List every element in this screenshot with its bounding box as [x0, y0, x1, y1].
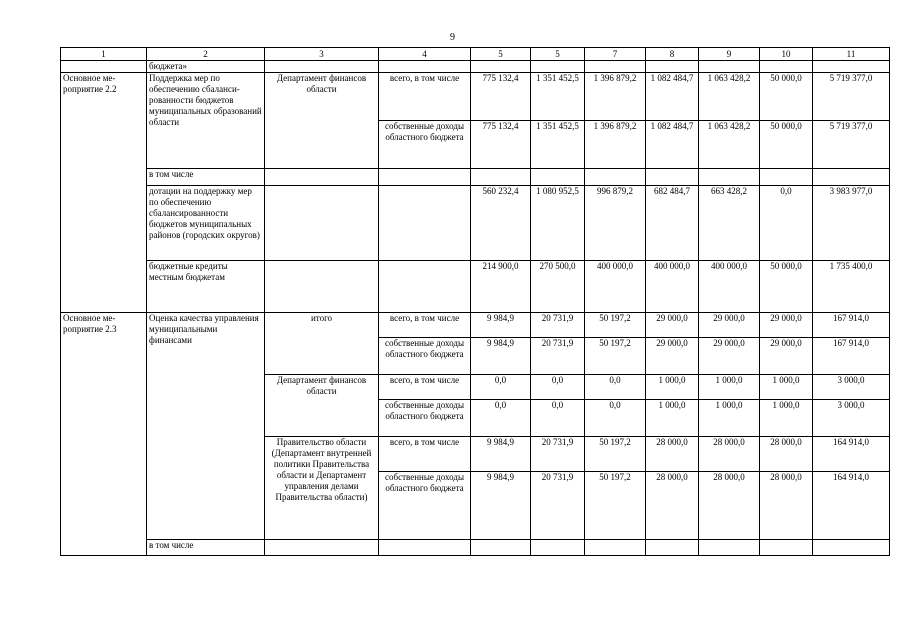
cell-name: в том числе — [147, 169, 265, 186]
value-cell: 50 197,2 — [585, 437, 646, 472]
value-cell: 775 132,4 — [471, 73, 531, 121]
activity-2-3-name: Оценка качества управления муниципальными финансами — [147, 313, 265, 540]
value-cell: 20 731,9 — [531, 338, 585, 375]
value-cell: 1 000,0 — [646, 375, 699, 400]
value-cell: 5 719 377,0 — [813, 121, 890, 169]
value-cell: 1 063 428,2 — [699, 121, 760, 169]
value-cell: 50 197,2 — [585, 313, 646, 338]
header-cell: 5 — [471, 48, 531, 61]
value-cell: 50 000,0 — [760, 261, 813, 313]
header-cell: 8 — [646, 48, 699, 61]
value-cell: 29 000,0 — [699, 313, 760, 338]
value-cell: 28 000,0 — [760, 437, 813, 472]
value-cell: 1 080 952,5 — [531, 186, 585, 261]
header-cell: 11 — [813, 48, 890, 61]
table-row — [61, 261, 890, 313]
header-cell: 9 — [699, 48, 760, 61]
value-cell: 28 000,0 — [699, 472, 760, 540]
header-cell: 4 — [379, 48, 471, 61]
header-cell: 3 — [265, 48, 379, 61]
budget-table — [60, 47, 890, 556]
value-cell: 28 000,0 — [646, 472, 699, 540]
value-cell: 1 000,0 — [699, 375, 760, 400]
value-cell: 1 000,0 — [699, 400, 760, 437]
value-cell: 270 500,0 — [531, 261, 585, 313]
funding-source: собственные доходы областного бюджета — [379, 472, 471, 540]
cell-name: дотации на поддержку мер по обеспечению сбалансированности бюджетов муниципальных районов (городских округов) — [147, 186, 265, 261]
value-cell: 1 351 452,5 — [531, 73, 585, 121]
cell-name: бюджетные кредиты местным бюджетам — [147, 261, 265, 313]
responsible-government: Правительство области (Департамент внутренней политики Правительства области и Департамент управления делами Правительства области) — [265, 437, 379, 540]
value-cell: 1 063 428,2 — [699, 73, 760, 121]
value-cell: 28 000,0 — [699, 437, 760, 472]
value-cell: 775 132,4 — [471, 121, 531, 169]
value-cell: 560 232,4 — [471, 186, 531, 261]
responsible-dept: Департамент финансов области — [265, 73, 379, 169]
funding-source: собственные доходы областного бюджета — [379, 338, 471, 375]
value-cell: 5 719 377,0 — [813, 73, 890, 121]
value-cell: 164 914,0 — [813, 472, 890, 540]
value-cell: 1 351 452,5 — [531, 121, 585, 169]
responsible-dept: Департамент финансов области — [265, 375, 379, 437]
header-row — [61, 48, 890, 61]
funding-source: собственные доходы областного бюджета — [379, 121, 471, 169]
activity-2-2-label: Основное мероприятие 2.2 — [61, 73, 147, 313]
funding-source: всего, в том числе — [379, 73, 471, 121]
value-cell: 0,0 — [471, 400, 531, 437]
value-cell: 1 082 484,7 — [646, 73, 699, 121]
cell-name: бюджета» — [147, 61, 265, 73]
value-cell: 167 914,0 — [813, 338, 890, 375]
page-number: 9 — [450, 32, 455, 43]
value-cell: 1 000,0 — [760, 375, 813, 400]
value-cell: 400 000,0 — [699, 261, 760, 313]
value-cell: 9 984,9 — [471, 338, 531, 375]
value-cell: 3 000,0 — [813, 400, 890, 437]
value-cell: 28 000,0 — [760, 472, 813, 540]
value-cell: 9 984,9 — [471, 313, 531, 338]
table-row — [61, 186, 890, 261]
value-cell: 3 000,0 — [813, 375, 890, 400]
value-cell: 50 000,0 — [760, 73, 813, 121]
value-cell: 29 000,0 — [760, 338, 813, 375]
header-cell: 1 — [61, 48, 147, 61]
value-cell: 1 082 484,7 — [646, 121, 699, 169]
value-cell: 400 000,0 — [646, 261, 699, 313]
value-cell: 1 396 879,2 — [585, 121, 646, 169]
value-cell: 28 000,0 — [646, 437, 699, 472]
value-cell: 996 879,2 — [585, 186, 646, 261]
header-cell: 10 — [760, 48, 813, 61]
value-cell: 29 000,0 — [699, 338, 760, 375]
funding-source: собственные доходы областного бюджета — [379, 400, 471, 437]
value-cell: 29 000,0 — [646, 313, 699, 338]
value-cell: 20 731,9 — [531, 313, 585, 338]
value-cell: 29 000,0 — [646, 338, 699, 375]
value-cell: 400 000,0 — [585, 261, 646, 313]
value-cell: 0,0 — [531, 400, 585, 437]
value-cell: 20 731,9 — [531, 472, 585, 540]
header-cell: 5 — [531, 48, 585, 61]
activity-2-3-label: Основное мероприятие 2.3 — [61, 313, 147, 556]
value-cell: 167 914,0 — [813, 313, 890, 338]
funding-source: всего, в том числе — [379, 437, 471, 472]
value-cell: 9 984,9 — [471, 437, 531, 472]
value-cell: 214 900,0 — [471, 261, 531, 313]
value-cell: 1 000,0 — [760, 400, 813, 437]
table-row — [61, 169, 890, 186]
value-cell: 663 428,2 — [699, 186, 760, 261]
value-cell: 1 000,0 — [646, 400, 699, 437]
value-cell: 29 000,0 — [760, 313, 813, 338]
value-cell: 0,0 — [585, 375, 646, 400]
value-cell: 9 984,9 — [471, 472, 531, 540]
responsible-total: итого — [265, 313, 379, 375]
value-cell: 50 197,2 — [585, 338, 646, 375]
cell-name: в том числе — [147, 540, 265, 556]
value-cell: 0,0 — [471, 375, 531, 400]
table-row — [61, 313, 890, 338]
value-cell: 50 000,0 — [760, 121, 813, 169]
value-cell: 1 396 879,2 — [585, 73, 646, 121]
value-cell: 0,0 — [531, 375, 585, 400]
value-cell: 164 914,0 — [813, 437, 890, 472]
activity-2-2-name: Поддержка мер по обеспечению сбалансированности бюджетов муниципальных образований области — [147, 73, 265, 169]
value-cell: 3 983 977,0 — [813, 186, 890, 261]
value-cell: 50 197,2 — [585, 472, 646, 540]
header-cell: 2 — [147, 48, 265, 61]
table-row — [61, 540, 890, 556]
value-cell: 0,0 — [585, 400, 646, 437]
table-row — [61, 61, 890, 73]
header-cell: 7 — [585, 48, 646, 61]
funding-source: всего, в том числе — [379, 313, 471, 338]
value-cell: 682 484,7 — [646, 186, 699, 261]
table-row — [61, 73, 890, 121]
value-cell: 20 731,9 — [531, 437, 585, 472]
value-cell: 0,0 — [760, 186, 813, 261]
value-cell: 1 735 400,0 — [813, 261, 890, 313]
funding-source: всего, в том числе — [379, 375, 471, 400]
